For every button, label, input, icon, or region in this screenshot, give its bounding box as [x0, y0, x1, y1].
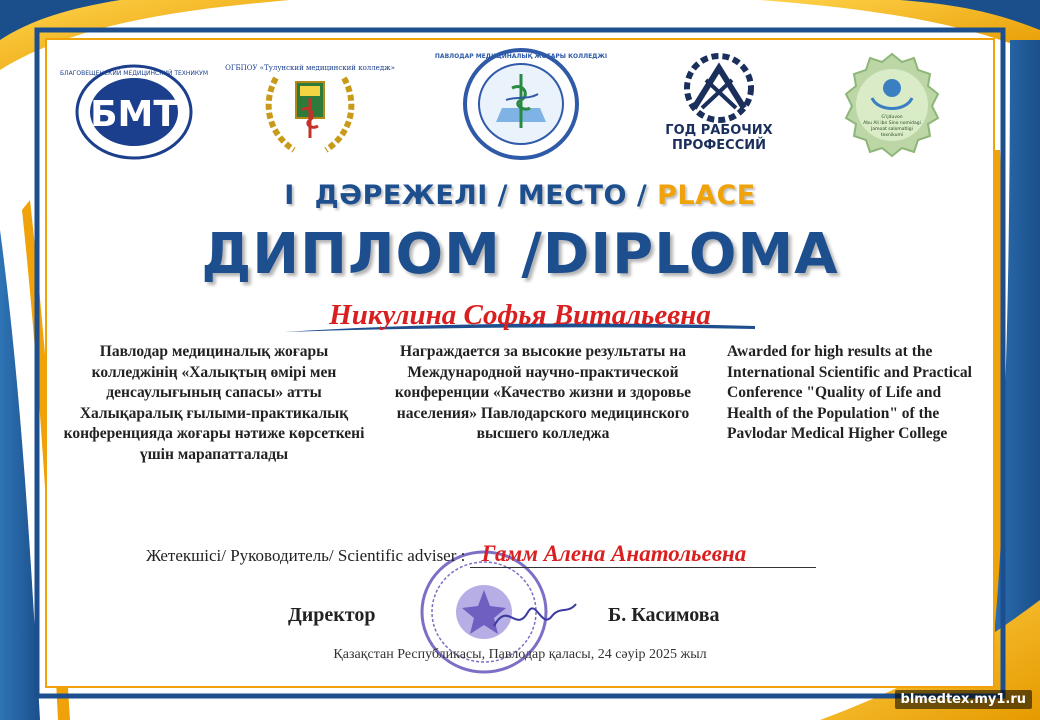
ibn-sino-logo-line-2: Abu Ali ibn Sino nomidagi	[863, 121, 921, 126]
recipient-name: Никулина Софья Витальевна	[329, 299, 711, 331]
diploma-title-ru: ДИПЛОМ	[201, 222, 501, 287]
bmt-logo-text: БМТ	[90, 94, 178, 135]
award-text-ru: Награждается за высокие результаты на Международной научно-практической конференции «Качество жизни и здоровье населения» Павлодарского медицинского высшего колледжа	[394, 343, 692, 442]
pavlodar-logo-ring-text: ПАВЛОДАР МЕДИЦИНАЛЫҚ ЖОҒАРЫ КОЛЛЕДЖІ	[434, 53, 608, 60]
ibn-sino-technikum-logo	[842, 52, 942, 158]
year-of-working-professions-logo	[660, 50, 778, 152]
tulun-logo-ring-text: ОГБПОУ «Тулунский медицинский колледж»	[225, 64, 395, 72]
ibn-sino-logo-line-1: G'ijduvon	[881, 115, 903, 120]
ibn-sino-logo-line-3: Jamoat salomatligi	[871, 127, 913, 132]
adviser-row	[146, 541, 906, 568]
award-text-en: Awarded for high results at the International Scientific and Practical Conference "Quality of Life and Health of the Population" of the Pavlodar Medical Higher College	[727, 343, 972, 442]
bmt-logo	[59, 64, 209, 160]
year-logo-line-1: ГОД РАБОЧИХ	[665, 123, 773, 138]
place-rank: I	[284, 180, 295, 211]
ibn-sino-logo-line-4: texnikumi	[880, 133, 904, 138]
adviser-name: Гамм Алена Анатольевна	[470, 541, 816, 568]
bmt-logo-ring-text: БЛАГОВЕЩЕНСКИЙ МЕДИЦИНСКИЙ ТЕХНИКУМ	[59, 70, 209, 77]
place-and-date: Қазақстан Республикасы, Павлодар қаласы, 24 сәуір 2025 жыл	[333, 647, 707, 662]
tulun-college-logo	[225, 58, 395, 160]
diploma-title-en: /DIPLOMA	[521, 222, 839, 287]
director-name: Б. Касимова	[608, 604, 720, 626]
director-label: Директор	[288, 604, 376, 626]
pavlodar-college-logo	[434, 48, 608, 160]
award-text-kz: Павлодар медициналық жоғары колледжінің «Халықтың өмірі мен денсаулығының сапасы» атты Халықаралық ғылыми-практикалық конференцияда жоғары нәтиже көрсеткені үшін марапатталады	[63, 343, 365, 463]
adviser-label: Жетекшісі/ Руководитель/ Scientific adviser :	[146, 546, 466, 565]
place-heading	[0, 180, 1040, 211]
diploma-title	[0, 222, 1040, 287]
site-watermark: blmedtex.my1.ru	[895, 690, 1032, 709]
place-text: ДӘРЕЖЕЛІ / МЕСТО /	[314, 180, 648, 211]
director-signature	[490, 590, 580, 640]
year-logo-line-2: ПРОФЕССИЙ	[671, 138, 767, 153]
place-en: PLACE	[657, 180, 756, 211]
